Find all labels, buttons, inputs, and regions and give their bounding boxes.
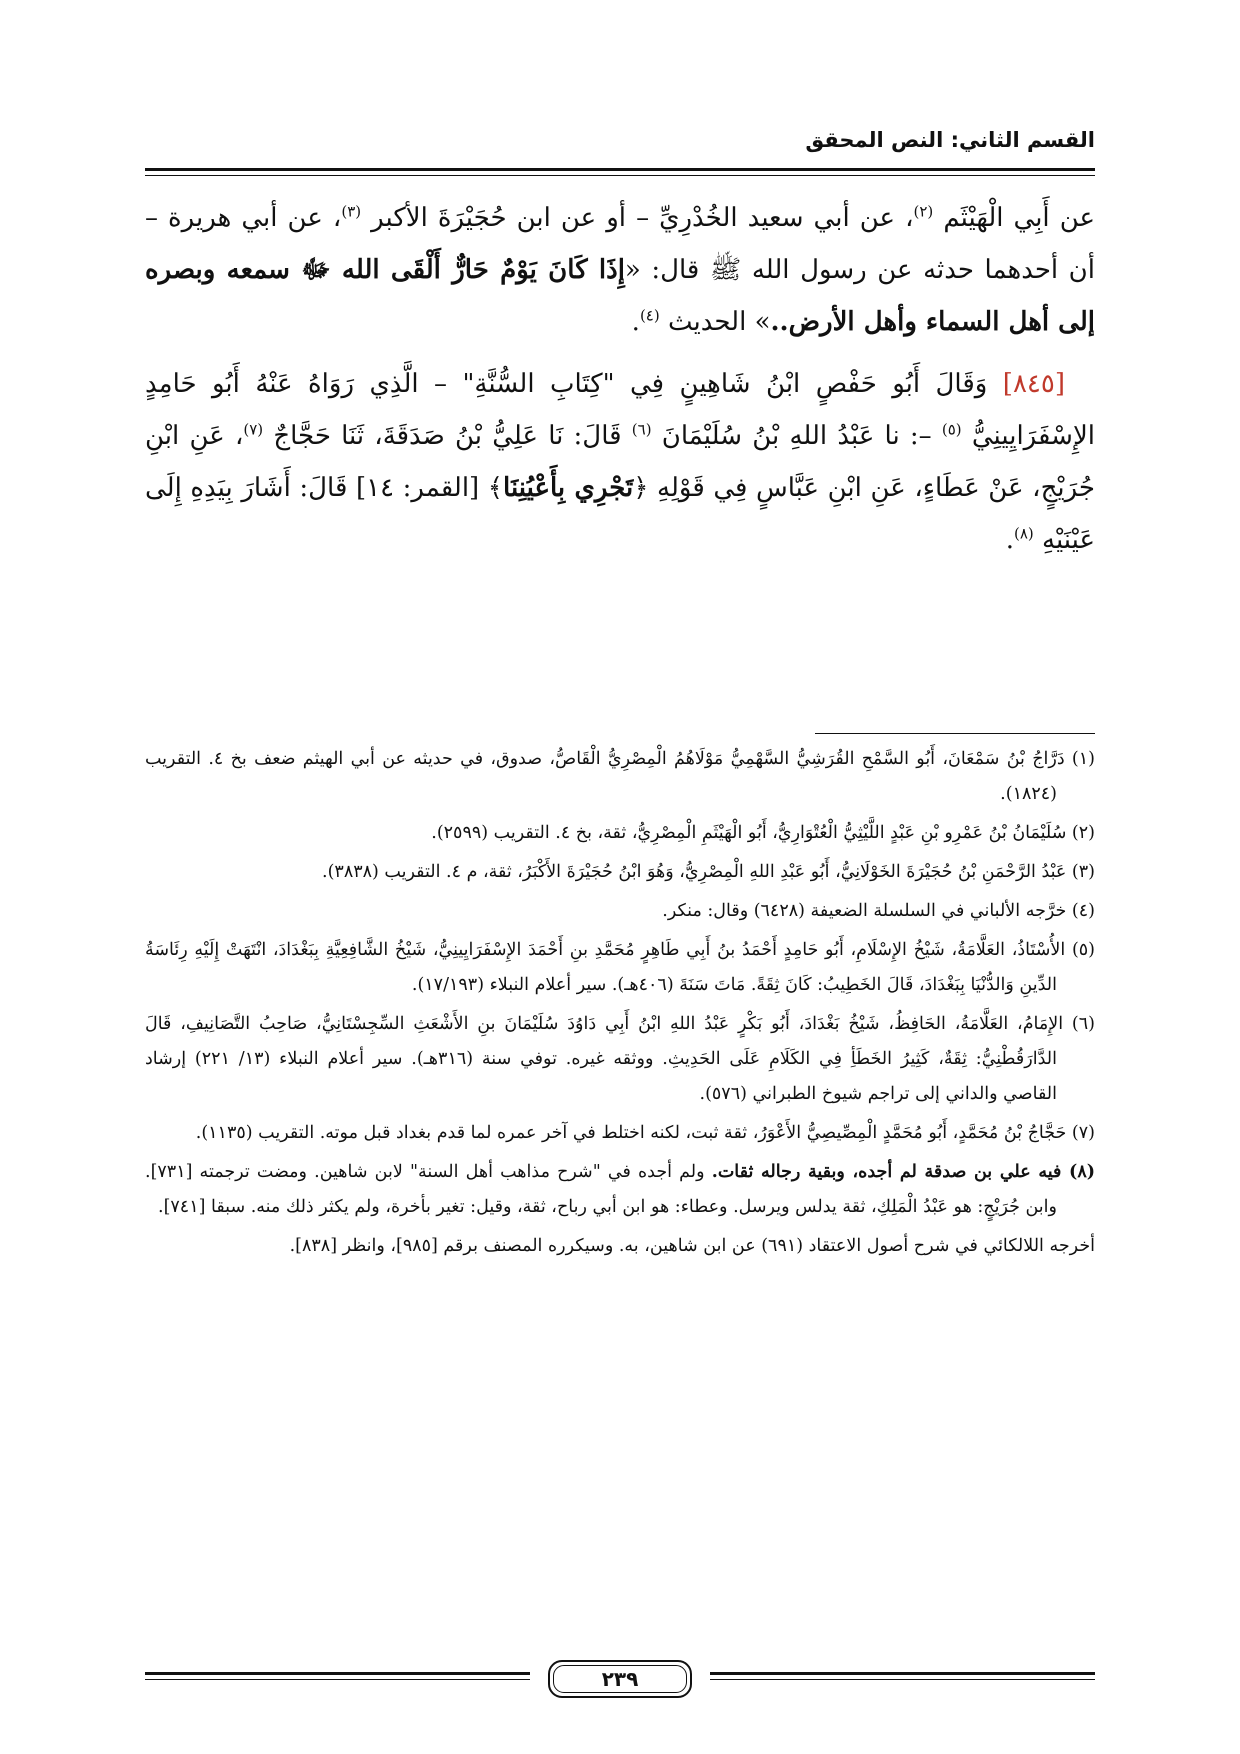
footnote-ref-4[interactable]: (٤) bbox=[639, 306, 660, 325]
footer-rule-left bbox=[145, 1672, 530, 1680]
quran-quote: تَجْرِي بِأَعْيُنِنَا bbox=[503, 473, 634, 503]
footnote-7: (٧) حَجَّاجُ بْنُ مُحَمَّدٍ، أَبُو مُحَمَّدٍ الْمِصِّيصِيُّ الأَعْوَرُ، ثقة ثبت، لكنه اختلط في آخر عمره لما قدم بغداد قبل موته. التقريب (١١٣٥). bbox=[195, 1123, 1095, 1143]
footnote-8-continuation: أخرجه اللالكائي في شرح أصول الاعتقاد (٦٩١) عن ابن شاهين، به. وسيكرره المصنف برقم [٩٨٥]، وانظر [٨٣٨]. bbox=[289, 1236, 1095, 1256]
page-footer bbox=[145, 1660, 1095, 1696]
narration-number: [٨٤٥] bbox=[1002, 369, 1065, 399]
footnote-2: (٢) سُلَيْمَانُ بْنُ عَمْرِو بْنِ عَبْدٍ اللَّيْثِيُّ الْعُتْوَارِيُّ، أَبُو الْهَيْثَمِ الْمِصْرِيُّ، ثقة، بخ ٤. التقريب (٢٥٩٩). bbox=[431, 823, 1095, 843]
footnote-6: (٦) الإِمَامُ، العَلَّامَةُ، الحَافِظُ، شَيْخُ بَغْدَادَ، أَبُو بَكْرٍ عَبْدُ اللهِ ابْنُ أَبِي دَاوُدَ سُلَيْمَانَ بنِ الأَشْعَثِ السِّجِسْتَانِيُّ، صَاحِبُ التَّصَانِيفِ، قَالَ الدَّارَقُطْنِيُّ: ثِقَةٌ، كَثِيرُ الخَطَأِ فِي الكَلَامِ عَلَى الحَدِيثِ. ووثقه غيره. توفي سنة (٣١٦هـ). سير أعلام النبلاء (١٣/ ٢٢١) إرشاد القاصي والداني إلى تراجم شيوخ الطبراني (٥٧٦). bbox=[145, 1014, 1095, 1104]
main-text bbox=[145, 192, 1095, 566]
footnote-ref-5[interactable]: (٥) bbox=[941, 420, 962, 439]
footnote-separator bbox=[815, 733, 1095, 734]
header-double-rule bbox=[145, 168, 1095, 176]
paragraph-1: عن أَبِي الْهَيْثَم $^{(٢)}$، عن أبي سعيد الخُدْرِيِّ – أو عن ابن حُجَيْرَةَ الأكبر $^{(٣)}$، عن أبي هريرة – أن أحدهما حدثه عن رسول الله ﷺ قال: «إِذَا كَانَ يَوْمٌ حَارٌّ أَلْقَى الله ﷻ سمعه وبصره إلى أهل السماء وأهل الأرض..» الحديث $^{(٤)}$. bbox=[145, 202, 1096, 337]
footer-rule-right bbox=[710, 1672, 1095, 1680]
footnote-4: (٤) خرَّجه الألباني في السلسلة الضعيفة (٦٤٢٨) وقال: منكر. bbox=[662, 901, 1095, 921]
footnotes bbox=[145, 742, 1095, 1264]
running-header: القسم الثاني: النص المحقق bbox=[805, 128, 1095, 152]
footnote-3: (٣) عَبْدُ الرَّحْمَنِ بْنُ حُجَيْرَةَ الخَوْلَانِيُّ، أَبُو عَبْدِ اللهِ الْمِصْرِيُّ، وَهُوَ ابْنُ حُجَيْرَةَ الأَكْبَرُ، ثقة، م ٤. التقريب (٣٨٣٨). bbox=[322, 862, 1095, 882]
page-number: ٢٣٩ bbox=[548, 1660, 692, 1698]
footnote-5: (٥) الأُسْتَاذُ، العَلَّامَةُ، شَيْخُ الإِسْلَامِ، أَبُو حَامِدٍ أَحْمَدُ بنُ أَبِي طَاهِرٍ مُحَمَّدِ بنِ أَحْمَدَ الإِسْفَرَايِينِيُّ، شَيْخُ الشَّافِعِيَّةِ بِبَغْدَادَ، انْتَهَتْ إِلَيْهِ رِئَاسَةُ الدِّينِ وَالدُّنْيَا بِبَغْدَادَ، قَالَ الخَطِيبُ: كَانَ ثِقَةً. مَاتَ سَنَةَ (٤٠٦هـ). سير أعلام النبلاء (١٧/١٩٣). bbox=[145, 940, 1095, 995]
footnote-ref-2[interactable]: (٢) bbox=[913, 202, 934, 221]
hadith-text: إِذَا كَانَ يَوْمٌ حَارٌّ أَلْقَى الله ﷻ سمعه وبصره إلى أهل السماء وأهل الأرض.. bbox=[145, 255, 1095, 337]
footnote-1: (١) دَرَّاجُ بْنُ سَمْعَانَ، أَبُو السَّمْحِ القُرَشِيُّ السَّهْمِيُّ مَوْلَاهُمُ الْمِصْرِيُّ الْقَاصُّ، صدوق، في حديثه عن أبي الهيثم ضعف بخ ٤. التقريب (١٨٢٤). bbox=[145, 749, 1095, 804]
footnote-8-verdict: (٨) فيه علي بن صدقة لم أجده، وبقية رجاله ثقات. bbox=[711, 1162, 1095, 1182]
paragraph-845: [٨٤٥] وَقَالَ أَبُو حَفْصٍ ابْنُ شَاهِينٍ فِي "كِتَابِ السُّنَّةِ" – الَّذِي رَوَاهُ عَنْهُ أَبُو حَامِدٍ الإِسْفَرَايِينِيُّ $^{(٥)}$ –: نا عَبْدُ اللهِ بْنُ سُلَيْمَانَ $^{(٦)}$ قَالَ: نَا عَلِيُّ بْنُ صَدَقَةَ، ثَنَا حَجَّاجٌ $^{(٧)}$، عَنِ ابْنِ جُرَيْجٍ، عَنْ عَطَاءٍ، عَنِ ابْنِ عَبَّاسٍ فِي قَوْلِهِ ﴿تَجْرِي بِأَعْيُنِنَا﴾ [القمر: ١٤] قَالَ: أَشَارَ بِيَدِهِ إِلَى عَيْنَيْهِ $^{(٨)}$. bbox=[145, 369, 1096, 555]
footnote-8-body: ولم أجده في "شرح مذاهب أهل السنة" لابن شاهين. ومضت ترجمته [٧٣١]. وابن جُرَيْجٍ: هو عَبْدُ الْمَلِكِ، ثقة يدلس ويرسل. وعطاء: هو ابن أبي رباح، ثقة، وقيل: تغير بأخرة، ولم يكثر ذلك منه. سبقا [٧٤١]. bbox=[145, 1162, 1057, 1217]
footnote-ref-6[interactable]: (٦) bbox=[631, 420, 652, 439]
footnote-ref-8[interactable]: (٨) bbox=[1013, 524, 1034, 543]
footnote-8 bbox=[145, 1155, 1095, 1225]
footnote-ref-3[interactable]: (٣) bbox=[341, 202, 362, 221]
footnote-ref-7[interactable]: (٧) bbox=[243, 420, 264, 439]
